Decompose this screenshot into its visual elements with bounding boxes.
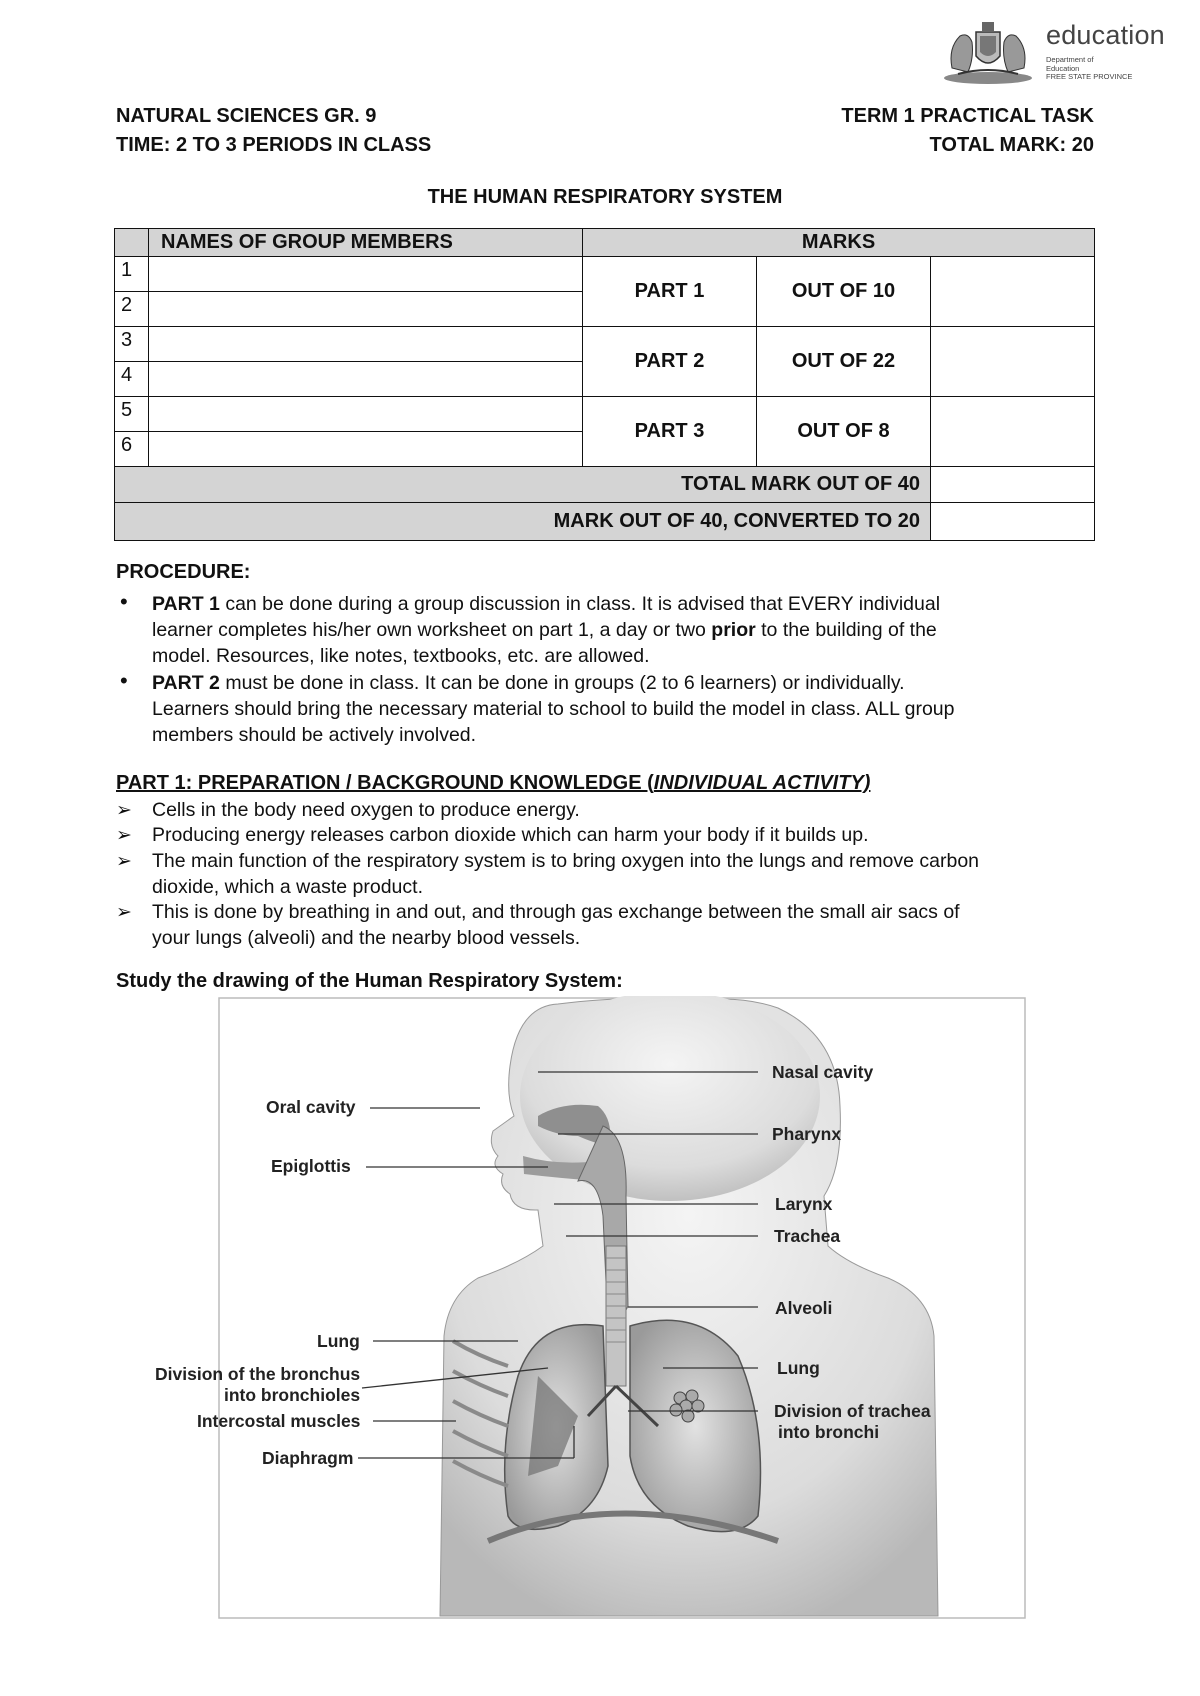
procedure-text: model. Resources, like notes, textbooks, etc. are allowed. (152, 645, 650, 667)
member-number: 2 (114, 291, 149, 327)
procedure-text: Learners should bring the necessary material to school to build the model in class. ALL group (152, 698, 955, 720)
arrow-bullet-icon: ➢ (116, 902, 132, 923)
point-text: This is done by breathing in and out, and through gas exchange between the small air sacs of (152, 901, 960, 923)
procedure-heading: PROCEDURE: (116, 561, 251, 583)
member-name-field[interactable] (148, 431, 583, 467)
subject-title: NATURAL SCIENCES GR. 9 (116, 105, 377, 127)
converted-row-label: MARK OUT OF 40, CONVERTED TO 20 (114, 502, 931, 541)
member-number: 6 (114, 431, 149, 467)
page-title: THE HUMAN RESPIRATORY SYSTEM (427, 186, 783, 208)
time-info: TIME: 2 TO 3 PERIODS IN CLASS (116, 134, 432, 156)
procedure-text: must be done in class. It can be done in groups (2 to 6 learners) or individually. (219, 672, 905, 694)
label-bronchus-division-2: into bronchioles (224, 1385, 361, 1405)
part1-heading-text: PART 1: PREPARATION / BACKGROUND KNOWLEDGE ( (116, 772, 654, 794)
label-trachea-division-1: Division of trachea (774, 1401, 931, 1421)
education-logo (938, 18, 1178, 88)
respiratory-system-diagram (155, 996, 1028, 1620)
procedure-lead: PART 2 (152, 672, 220, 694)
logo-subtitle-line: Education (1046, 63, 1080, 73)
member-number: 3 (114, 326, 149, 362)
study-heading: Study the drawing of the Human Respiratory System: (116, 970, 623, 992)
procedure-lead: PART 1 (152, 593, 220, 615)
member-number: 4 (114, 361, 149, 397)
label-nasal-cavity: Nasal cavity (772, 1062, 874, 1082)
part-out-of: OUT OF 10 (756, 256, 931, 327)
point-text: dioxide, which a waste product. (152, 876, 423, 898)
arrow-bullet-icon: ➢ (116, 800, 132, 821)
label-trachea-division-2: into bronchi (778, 1422, 880, 1442)
logo-subtitle-line: FREE STATE PROVINCE (1046, 72, 1133, 81)
label-lung-left: Lung (317, 1331, 360, 1351)
label-trachea: Trachea (774, 1226, 841, 1246)
label-epiglottis: Epiglottis (271, 1156, 351, 1176)
member-name-field[interactable] (148, 361, 583, 397)
label-oral-cavity: Oral cavity (266, 1097, 356, 1117)
converted-mark-field[interactable] (930, 502, 1095, 541)
label-larynx: Larynx (775, 1194, 833, 1214)
member-name-field[interactable] (148, 291, 583, 327)
procedure-text: members should be actively involved. (152, 724, 477, 746)
table-corner-cell (114, 228, 149, 257)
arrow-bullet-icon: ➢ (116, 825, 132, 846)
procedure-item-part1 (152, 591, 1095, 669)
member-number: 5 (114, 396, 149, 432)
total-row-label: TOTAL MARK OUT OF 40 (114, 466, 931, 503)
label-intercostal-muscles: Intercostal muscles (197, 1411, 361, 1431)
procedure-bold-word: prior (711, 619, 756, 641)
logo-subtitle (1046, 56, 1132, 82)
label-alveoli: Alveoli (775, 1298, 833, 1318)
part-label: PART 2 (582, 326, 757, 397)
part-label: PART 1 (582, 256, 757, 327)
procedure-text: can be done during a group discussion in class. It is advised that EVERY individual (219, 593, 941, 615)
procedure-text: learner completes his/her own worksheet on part 1, a day or two (152, 619, 712, 641)
task-title: TERM 1 PRACTICAL TASK (841, 105, 1094, 127)
label-diaphragm: Diaphragm (262, 1448, 354, 1468)
logo-subtitle-line: Department of (1046, 55, 1094, 64)
part-mark-field[interactable] (930, 396, 1095, 467)
total-mark-info: TOTAL MARK: 20 (929, 134, 1094, 156)
part-mark-field[interactable] (930, 326, 1095, 397)
label-pharynx: Pharynx (772, 1124, 842, 1144)
coat-of-arms-icon (938, 18, 1038, 86)
label-lung-right: Lung (777, 1358, 820, 1378)
respiratory-illustration (218, 996, 1028, 1620)
point-text: The main function of the respiratory system is to bring oxygen into the lungs and remove carbon (152, 850, 980, 872)
part-mark-field[interactable] (930, 256, 1095, 327)
part-label: PART 3 (582, 396, 757, 467)
procedure-item-part2 (152, 670, 1095, 748)
point-text: Producing energy releases carbon dioxide which can harm your body if it builds up. (152, 824, 869, 846)
bullet-dot: • (120, 589, 128, 614)
part-out-of: OUT OF 8 (756, 396, 931, 467)
logo-wordmark: education (1046, 20, 1165, 50)
procedure-text: to the building of the (755, 619, 937, 641)
label-bronchus-division-1: Division of the bronchus (155, 1364, 361, 1384)
marks-table (114, 228, 1095, 541)
names-header: NAMES OF GROUP MEMBERS (148, 228, 583, 257)
part1-heading (116, 772, 870, 795)
marks-header: MARKS (582, 228, 1095, 257)
point-text: Cells in the body need oxygen to produce energy. (152, 799, 580, 821)
point-text: your lungs (alveoli) and the nearby blood vessels. (152, 927, 581, 949)
member-number: 1 (114, 256, 149, 292)
arrow-bullet-icon: ➢ (116, 851, 132, 872)
member-name-field[interactable] (148, 326, 583, 362)
member-name-field[interactable] (148, 256, 583, 292)
total-mark-field[interactable] (930, 466, 1095, 503)
member-name-field[interactable] (148, 396, 583, 432)
part-out-of: OUT OF 22 (756, 326, 931, 397)
part1-heading-italic: INDIVIDUAL ACTIVITY) (653, 772, 871, 794)
bullet-dot: • (120, 668, 128, 693)
